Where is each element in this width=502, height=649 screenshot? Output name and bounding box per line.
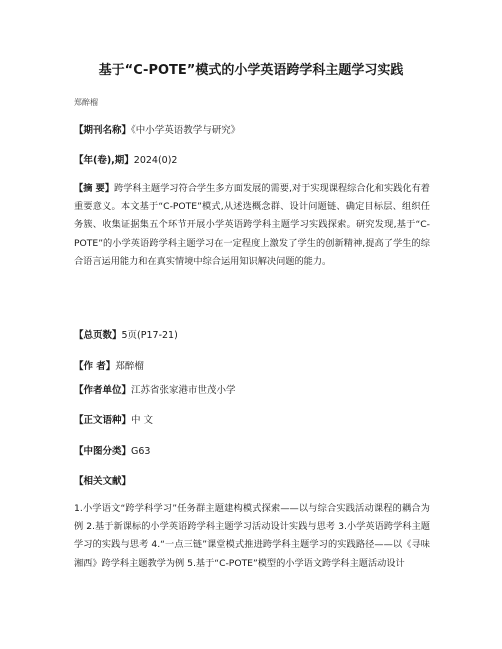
references-text: 1.小学语文“跨学科学习”任务群主题建构模式探索——以与综合实践活动课程的耦合为例 2.基于新课标的小学英语跨学科主题学习活动设计实践与思考 3.小学英语跨学科主题学习的实践与思考 4.“一点三链”课堂模式推进跨学科主题学习的实践路径——以《寻味湘西》跨学科主题教学为例 5.基于“C-POTE”模型的小学语文跨学科主题活动设计 bbox=[74, 503, 430, 569]
journal-label: 【期刊名称】 bbox=[74, 125, 132, 136]
year-volume-label: 【年(卷),期】 bbox=[74, 155, 134, 166]
affiliation-label: 【作者单位】 bbox=[74, 385, 132, 396]
language-label: 【正文语种】 bbox=[74, 415, 132, 426]
classification-label: 【中图分类】 bbox=[74, 446, 132, 457]
authors-label: 【作 者】 bbox=[74, 361, 116, 372]
journal-field bbox=[74, 124, 430, 137]
page-count-field bbox=[74, 329, 430, 342]
related-literature-label: 【相关文献】 bbox=[74, 476, 132, 487]
classification-field bbox=[74, 445, 430, 458]
authors-value: 郑醉榴 bbox=[115, 361, 144, 372]
affiliation-field bbox=[74, 384, 430, 397]
author-line: 郑醉榴 bbox=[74, 98, 98, 107]
classification-value: G63 bbox=[131, 446, 151, 457]
page-count-value: 5页(P17-21) bbox=[121, 330, 178, 341]
abstract-field bbox=[74, 180, 430, 271]
related-literature-heading bbox=[74, 475, 430, 488]
journal-value: 《中小学英语教学与研究》 bbox=[131, 125, 241, 136]
language-field bbox=[74, 414, 430, 427]
authors-field bbox=[74, 360, 430, 373]
language-value: 中 文 bbox=[131, 415, 154, 426]
document-title: 基于“C-POTE”模式的小学英语跨学科主题学习实践 bbox=[98, 63, 404, 78]
year-volume-field bbox=[74, 154, 430, 167]
abstract-label: 【摘 要】 bbox=[74, 183, 115, 194]
year-volume-value: 2024(0)2 bbox=[133, 155, 178, 166]
references-list bbox=[74, 500, 430, 573]
affiliation-value: 江苏省张家港市世茂小学 bbox=[131, 385, 236, 396]
page-count-label: 【总页数】 bbox=[74, 330, 122, 341]
abstract-text: 跨学科主题学习符合学生多方面发展的需要,对于实现课程综合化和实践化有着重要意义。本文基于“C-POTE”模式,从述选概念群、设计问题链、确定目标层、组织任务簇、收集证据集五个环节开展小学英语跨学科主题学习实践探索。研究发现,基于“C-POTE”的小学英语跨学科主题学习在一定程度上激发了学生的创新精神,提高了学生的综合语言运用能力和在真实情境中综合运用知识解决问题的能力。 bbox=[74, 183, 430, 267]
